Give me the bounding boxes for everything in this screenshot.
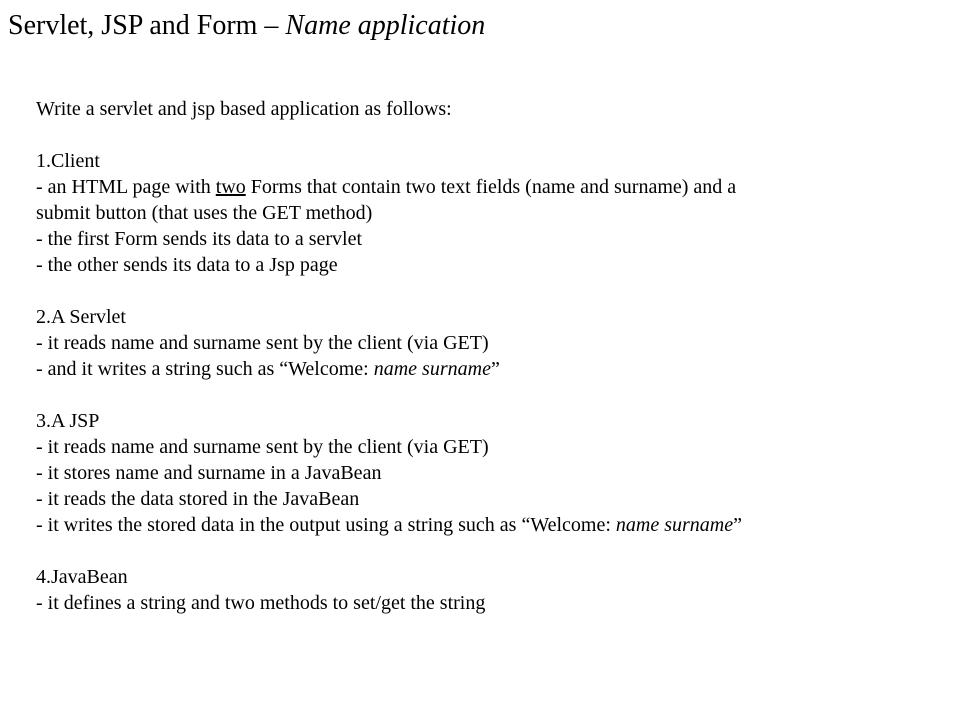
servlet-line-2: [36, 356, 936, 382]
spacer: [36, 122, 936, 148]
jsp-line-4-post: ”: [733, 514, 743, 536]
jsp-line-4-pre: - it writes the stored data in the output using a string such as “Welcome:: [36, 514, 616, 536]
servlet-line-2-pre: - and it writes a string such as “Welcome:: [36, 358, 374, 380]
jsp-line-4: [36, 512, 936, 538]
jsp-line-4-italic: name surname: [615, 514, 734, 536]
servlet-line-2-post: ”: [490, 358, 500, 380]
jsp-line-3: - it reads the data stored in the JavaBean: [36, 488, 360, 510]
client-line-1-underlined: two: [215, 176, 246, 198]
client-line-3: - the first Form sends its data to a servlet: [36, 228, 363, 250]
title-italic: Name application: [285, 10, 486, 41]
intro-text: Write a servlet and jsp based application as follows:: [36, 98, 452, 120]
client-line-1-post: Forms that contain two text fields (name and surname) and a: [245, 176, 737, 198]
client-line-2: submit button (that uses the GET method): [36, 202, 373, 224]
javabean-heading: 4.JavaBean: [36, 566, 128, 588]
assignment-body: [36, 96, 936, 616]
servlet-heading: 2.A Servlet: [36, 306, 126, 328]
page-title: [8, 8, 485, 44]
jsp-line-2: - it stores name and surname in a JavaBean: [36, 462, 382, 484]
spacer: [36, 538, 936, 564]
spacer: [36, 278, 936, 304]
client-heading: 1.Client: [36, 150, 100, 172]
spacer: [36, 382, 936, 408]
client-line-4: - the other sends its data to a Jsp page: [36, 254, 338, 276]
client-line-1: [36, 174, 936, 200]
javabean-line-1: - it defines a string and two methods to set/get the string: [36, 592, 486, 614]
jsp-line-1: - it reads name and surname sent by the client (via GET): [36, 436, 489, 458]
jsp-heading: 3.A JSP: [36, 410, 100, 432]
servlet-line-1: - it reads name and surname sent by the client (via GET): [36, 332, 489, 354]
title-main: Servlet, JSP and Form –: [8, 10, 286, 41]
client-line-1-pre: - an HTML page with: [36, 176, 216, 198]
servlet-line-2-italic: name surname: [373, 358, 491, 380]
